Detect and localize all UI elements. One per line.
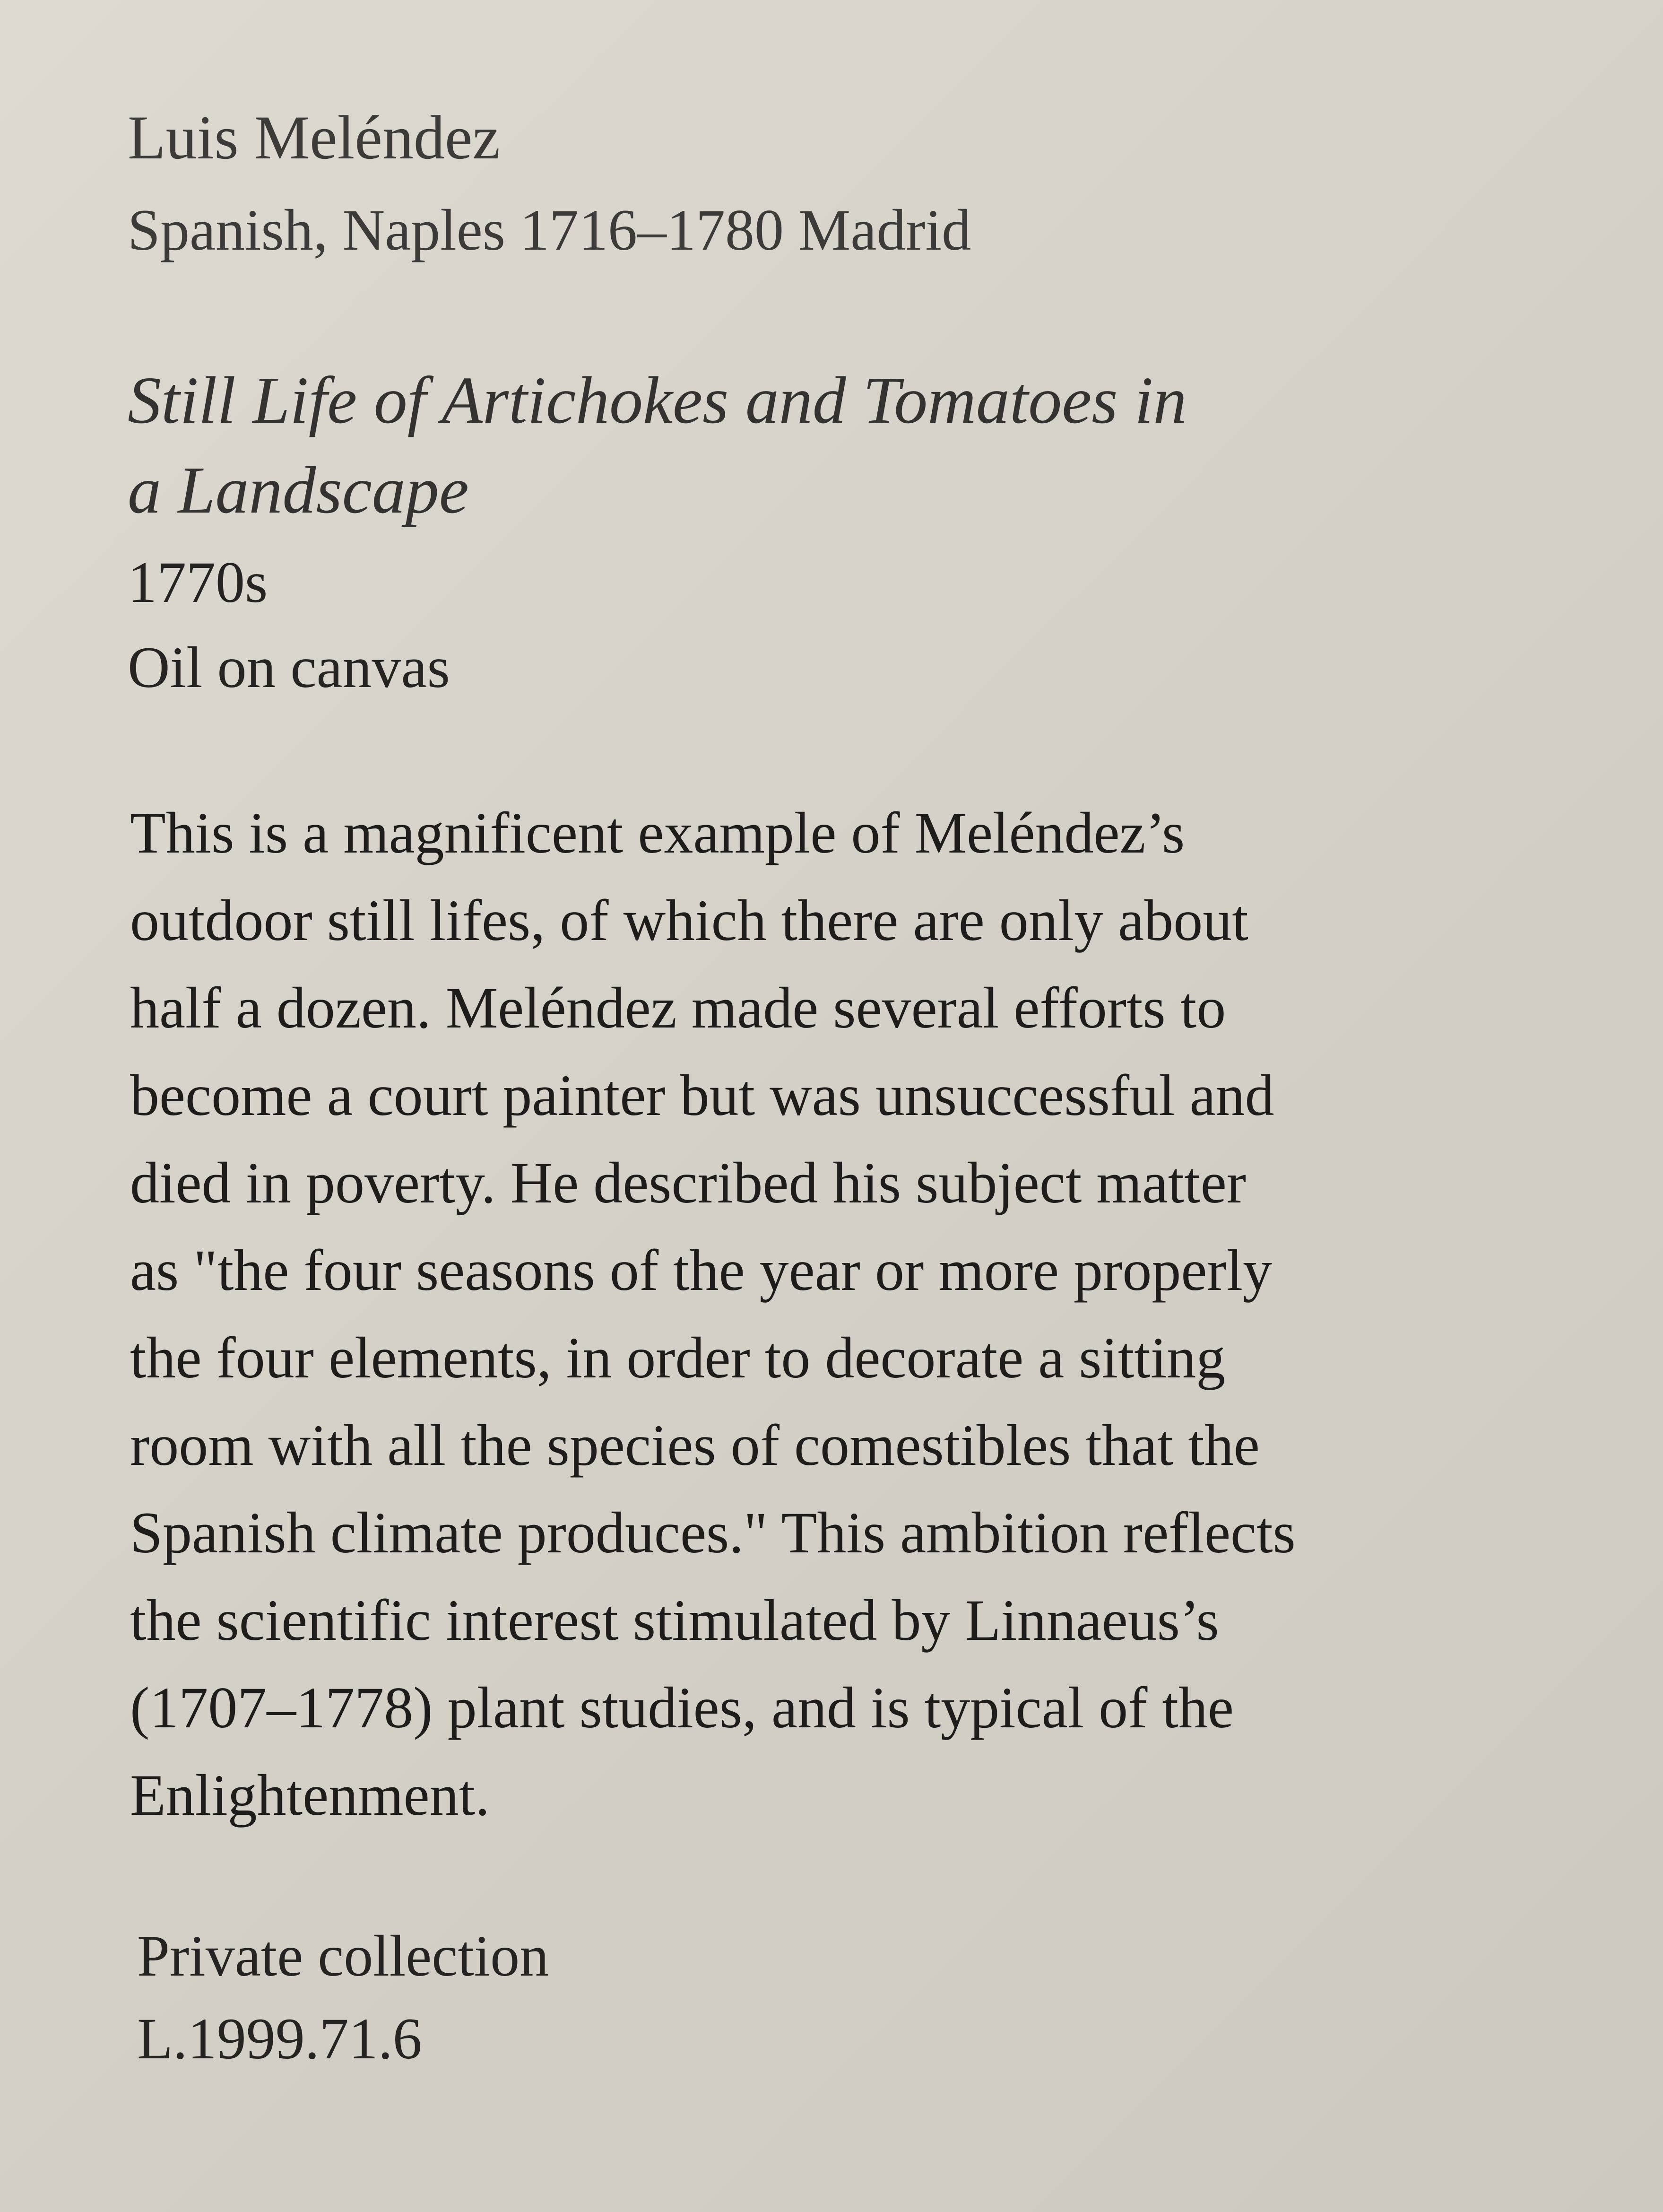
- description-line: room with all the species of comestibles that the: [130, 1413, 1260, 1478]
- description-line: (1707–1778) plant studies, and is typical of the: [130, 1675, 1234, 1740]
- description-line: outdoor still lifes, of which there are only about: [130, 888, 1248, 953]
- artwork-title-line: a Landscape: [128, 453, 469, 527]
- description-line: died in poverty. He described his subject matter: [130, 1150, 1247, 1215]
- description-line: Enlightenment.: [130, 1763, 490, 1828]
- collection-credit: Private collection: [137, 1924, 549, 1988]
- artwork-medium: Oil on canvas: [128, 635, 450, 700]
- description-line: the scientific interest stimulated by Linnaeus’s: [130, 1588, 1219, 1653]
- artwork-date: 1770s: [128, 550, 268, 615]
- artist-nationality-dates: Spanish, Naples 1716–1780 Madrid: [128, 198, 971, 262]
- artist-name: Luis Meléndez: [128, 103, 501, 172]
- description-line: become a court painter but was unsuccessful and: [130, 1063, 1274, 1128]
- artwork-title-line: Still Life of Artichokes and Tomatoes in: [128, 363, 1187, 437]
- description-line: This is a magnificent example of Meléndez’s: [130, 801, 1185, 865]
- description-line: as "the four seasons of the year or more properly: [130, 1238, 1273, 1303]
- description-line: the four elements, in order to decorate a sitting: [130, 1325, 1226, 1390]
- description-line: half a dozen. Meléndez made several efforts to: [130, 975, 1226, 1040]
- accession-number: L.1999.71.6: [137, 2006, 422, 2071]
- description-line: Spanish climate produces." This ambition reflects: [130, 1500, 1296, 1565]
